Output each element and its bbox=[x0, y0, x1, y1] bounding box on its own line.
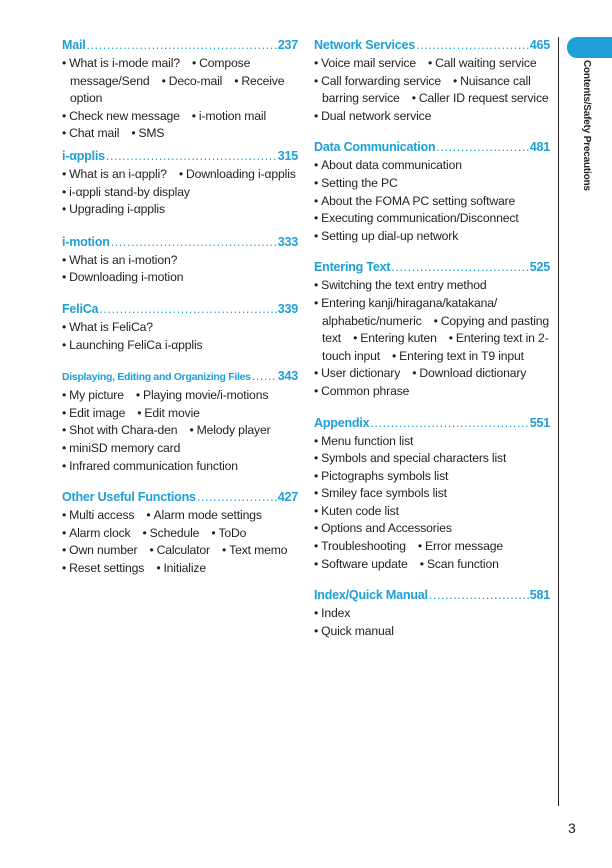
section-tab-marker bbox=[567, 37, 612, 58]
toc-item-line bbox=[314, 605, 550, 623]
section-page-number: 525 bbox=[529, 260, 550, 275]
toc-entry[interactable]: • Error message bbox=[418, 539, 503, 553]
toc-item-line bbox=[62, 458, 298, 476]
section-title: Entering Text bbox=[314, 260, 391, 275]
toc-section-data-communication bbox=[314, 139, 550, 245]
toc-item-line bbox=[62, 319, 298, 337]
toc-entry[interactable]: • i-motion mail bbox=[192, 109, 266, 123]
toc-entry[interactable]: • Playing movie/i-motions bbox=[136, 388, 268, 402]
toc-entry[interactable]: • Copying and pasting text bbox=[322, 314, 549, 346]
toc-item-list bbox=[62, 55, 298, 143]
toc-entry[interactable]: • Pictographs symbols list bbox=[314, 469, 448, 483]
toc-entry[interactable]: • Own number bbox=[62, 543, 137, 557]
toc-entry[interactable]: • Infrared communication function bbox=[62, 459, 238, 473]
toc-item-line bbox=[314, 538, 550, 556]
toc-item-line bbox=[62, 525, 298, 543]
toc-item-line bbox=[62, 269, 298, 287]
toc-entry[interactable]: • Alarm clock bbox=[62, 526, 130, 540]
toc-entry[interactable]: • Entering text in 2-touch input bbox=[322, 331, 549, 363]
toc-entry[interactable]: • Kuten code list bbox=[314, 504, 399, 518]
dot-leader bbox=[197, 489, 277, 506]
toc-entry[interactable]: • Scan function bbox=[420, 557, 499, 571]
toc-item-line bbox=[62, 184, 298, 202]
toc-entry[interactable]: • Setting the PC bbox=[314, 176, 398, 190]
toc-entry[interactable]: • Edit image bbox=[62, 406, 125, 420]
toc-entry[interactable]: • miniSD memory card bbox=[62, 441, 180, 455]
toc-item-line bbox=[62, 440, 298, 458]
toc-item-line bbox=[62, 125, 298, 143]
toc-left-column bbox=[62, 37, 298, 577]
toc-entry[interactable]: • i-αppli stand-by display bbox=[62, 185, 190, 199]
toc-item-line bbox=[62, 108, 298, 126]
section-page-number: 427 bbox=[277, 490, 298, 505]
section-page-number: 333 bbox=[277, 234, 298, 249]
toc-item-line bbox=[62, 252, 298, 270]
toc-entry[interactable]: • Edit movie bbox=[137, 406, 200, 420]
section-page-number: 581 bbox=[529, 588, 550, 603]
section-title: Network Services bbox=[314, 38, 416, 52]
toc-entry[interactable]: • Check new message bbox=[62, 109, 180, 123]
toc-item-line bbox=[314, 433, 550, 451]
toc-entry[interactable]: • About data communication bbox=[314, 158, 462, 172]
toc-entry[interactable]: • Multi access bbox=[62, 508, 134, 522]
toc-entry[interactable]: • Troubleshooting bbox=[314, 539, 406, 553]
toc-item-line bbox=[314, 383, 550, 401]
toc-entry[interactable]: • Quick manual bbox=[314, 624, 394, 638]
toc-entry[interactable]: • Entering kanji/hiragana/katakana/ alphabetic/numeric bbox=[314, 296, 497, 328]
toc-entry[interactable]: • Downloading i-αpplis bbox=[179, 167, 296, 181]
vertical-divider bbox=[558, 37, 559, 806]
dot-leader bbox=[436, 139, 528, 156]
toc-entry[interactable]: • What is FeliCa? bbox=[62, 320, 153, 334]
dot-leader bbox=[391, 259, 528, 276]
toc-entry[interactable]: • Nuisance call barring service bbox=[322, 74, 531, 106]
toc-item-line bbox=[62, 405, 298, 423]
toc-entry[interactable]: • Download dictionary bbox=[412, 366, 526, 380]
toc-item-list bbox=[62, 252, 298, 287]
toc-section-heading[interactable] bbox=[62, 368, 298, 386]
toc-entry[interactable]: • Alarm mode settings bbox=[146, 508, 261, 522]
toc-item-list bbox=[62, 166, 298, 219]
toc-section-mail bbox=[62, 37, 298, 143]
toc-item-line bbox=[62, 560, 298, 578]
toc-section-other-useful-functions bbox=[62, 489, 298, 577]
toc-entry[interactable]: • Menu function list bbox=[314, 434, 413, 448]
toc-item-list bbox=[314, 277, 550, 400]
toc-item-line bbox=[62, 337, 298, 355]
section-page-number: 339 bbox=[277, 301, 298, 316]
toc-entry[interactable]: • What is an i-motion? bbox=[62, 253, 177, 267]
toc-item-list bbox=[314, 433, 550, 574]
toc-item-line bbox=[314, 503, 550, 521]
dot-leader bbox=[87, 37, 277, 54]
toc-item-line bbox=[62, 55, 298, 108]
toc-section-heading[interactable] bbox=[314, 587, 550, 604]
toc-entry[interactable]: • Upgrading i-αpplis bbox=[62, 202, 165, 216]
toc-entry[interactable]: • ToDo bbox=[211, 526, 246, 540]
dot-leader bbox=[106, 148, 277, 165]
section-title: Index/Quick Manual bbox=[314, 588, 428, 603]
toc-section-displaying-editing-and-organizing-files bbox=[62, 368, 298, 475]
dot-leader bbox=[252, 368, 277, 385]
section-title: i-αpplis bbox=[62, 148, 105, 163]
toc-entry[interactable]: • My picture bbox=[62, 388, 124, 402]
dot-leader bbox=[416, 37, 529, 54]
section-title: FeliCa bbox=[62, 301, 99, 316]
section-title: Displaying, Editing and Organizing Files bbox=[62, 371, 251, 384]
toc-section-index-quick-manual bbox=[314, 587, 550, 640]
toc-entry[interactable]: • Deco-mail bbox=[162, 74, 223, 88]
dot-leader bbox=[429, 587, 529, 604]
toc-item-list bbox=[314, 605, 550, 640]
toc-section-heading[interactable] bbox=[62, 148, 298, 165]
side-section-label: Contents/Safety Precautions bbox=[581, 60, 592, 191]
toc-item-line bbox=[314, 73, 550, 108]
section-title: Other Useful Functions bbox=[62, 490, 196, 505]
toc-entry[interactable]: • Calculator bbox=[149, 543, 210, 557]
toc-entry[interactable]: • Symbols and special characters list bbox=[314, 451, 506, 465]
toc-item-list bbox=[62, 507, 298, 577]
toc-entry[interactable]: • Options and Accessories bbox=[314, 521, 452, 535]
dot-leader bbox=[99, 301, 276, 318]
toc-entry[interactable]: • Caller ID request service bbox=[412, 91, 549, 105]
toc-item-line bbox=[314, 520, 550, 538]
toc-item-line bbox=[314, 228, 550, 246]
toc-item-line bbox=[314, 485, 550, 503]
toc-entry[interactable]: • Launching FeliCa i-αpplis bbox=[62, 338, 203, 352]
toc-section-i-pplis bbox=[62, 148, 298, 219]
toc-entry[interactable]: • Receive option bbox=[70, 74, 284, 106]
toc-item-line bbox=[62, 542, 298, 560]
section-title: Data Communication bbox=[314, 140, 436, 155]
toc-entry[interactable]: • What is i-mode mail? bbox=[62, 56, 180, 70]
toc-entry[interactable]: • Software update bbox=[314, 557, 408, 571]
toc-item-line bbox=[314, 623, 550, 641]
toc-item-line bbox=[314, 55, 550, 73]
toc-entry[interactable]: • Downloading i-motion bbox=[62, 270, 183, 284]
toc-entry[interactable]: • Setting up dial-up network bbox=[314, 229, 458, 243]
toc-section-heading[interactable] bbox=[62, 37, 298, 54]
toc-item-line bbox=[62, 387, 298, 405]
section-title: Mail bbox=[62, 38, 86, 52]
section-page-number: 551 bbox=[529, 415, 550, 430]
toc-entry[interactable]: • Smiley face symbols list bbox=[314, 486, 447, 500]
section-title: Appendix bbox=[314, 415, 370, 430]
toc-entry[interactable]: • SMS bbox=[131, 126, 164, 140]
toc-entry[interactable]: • Entering text in T9 input bbox=[392, 349, 524, 363]
toc-item-list bbox=[314, 55, 550, 125]
toc-entry[interactable]: • Text memo bbox=[222, 543, 287, 557]
toc-entry[interactable]: • Entering kuten bbox=[353, 331, 437, 345]
toc-section-i-motion bbox=[62, 234, 298, 287]
toc-entry[interactable]: • Dual network service bbox=[314, 109, 431, 123]
toc-item-line bbox=[314, 468, 550, 486]
toc-item-line bbox=[314, 277, 550, 295]
toc-entry[interactable]: • Shot with Chara-den bbox=[62, 423, 177, 437]
toc-entry[interactable]: • Chat mail bbox=[62, 126, 119, 140]
toc-entry[interactable]: • Call forwarding service bbox=[314, 74, 441, 88]
toc-item-list bbox=[62, 319, 298, 354]
section-page-number: 481 bbox=[529, 140, 550, 155]
toc-section-felica bbox=[62, 301, 298, 354]
section-page-number: 237 bbox=[277, 38, 298, 52]
toc-item-line bbox=[62, 422, 298, 440]
toc-entry[interactable]: • Switching the text entry method bbox=[314, 278, 487, 292]
toc-item-line bbox=[314, 365, 550, 383]
dot-leader bbox=[111, 234, 277, 251]
toc-item-line bbox=[314, 108, 550, 126]
toc-item-line bbox=[62, 201, 298, 219]
section-title: i-motion bbox=[62, 234, 110, 249]
section-page-number: 343 bbox=[277, 369, 298, 384]
toc-entry[interactable]: • Reset settings bbox=[62, 561, 144, 575]
toc-item-line bbox=[314, 175, 550, 193]
toc-entry[interactable]: • Voice mail service bbox=[314, 56, 416, 70]
toc-section-heading[interactable] bbox=[314, 139, 550, 156]
section-page-number: 465 bbox=[529, 38, 550, 52]
toc-entry[interactable]: • What is an i-αppli? bbox=[62, 167, 167, 181]
toc-entry[interactable]: • Initialize bbox=[156, 561, 206, 575]
toc-section-heading[interactable] bbox=[62, 301, 298, 318]
toc-entry[interactable]: • Index bbox=[314, 606, 350, 620]
toc-entry[interactable]: • Melody player bbox=[189, 423, 270, 437]
toc-item-line bbox=[314, 450, 550, 468]
toc-item-list bbox=[62, 387, 298, 475]
toc-entry[interactable]: • Schedule bbox=[143, 526, 200, 540]
toc-entry[interactable]: • Common phrase bbox=[314, 384, 409, 398]
toc-item-list bbox=[314, 157, 550, 245]
toc-item-line bbox=[314, 210, 550, 228]
toc-entry[interactable]: • Compose message/Send bbox=[70, 56, 250, 88]
toc-section-entering-text bbox=[314, 259, 550, 400]
toc-section-heading[interactable] bbox=[314, 37, 550, 54]
toc-item-line bbox=[314, 556, 550, 574]
toc-section-network-services bbox=[314, 37, 550, 125]
toc-entry[interactable]: • Call waiting service bbox=[428, 56, 536, 70]
toc-entry[interactable]: • Executing communication/Disconnect bbox=[314, 211, 519, 225]
toc-item-line bbox=[62, 507, 298, 525]
toc-section-heading[interactable] bbox=[62, 234, 298, 251]
toc-section-heading[interactable] bbox=[62, 489, 298, 506]
dot-leader bbox=[370, 415, 528, 432]
toc-entry[interactable]: • User dictionary bbox=[314, 366, 400, 380]
toc-section-heading[interactable] bbox=[314, 415, 550, 432]
toc-entry[interactable]: • About the FOMA PC setting software bbox=[314, 194, 515, 208]
toc-item-line bbox=[314, 193, 550, 211]
toc-section-heading[interactable] bbox=[314, 259, 550, 276]
toc-right-column bbox=[314, 37, 550, 640]
page-number: 3 bbox=[568, 820, 576, 836]
section-page-number: 315 bbox=[277, 148, 298, 163]
toc-item-line bbox=[314, 295, 550, 365]
toc-item-line bbox=[314, 157, 550, 175]
toc-section-appendix bbox=[314, 415, 550, 574]
toc-item-line bbox=[62, 166, 298, 184]
